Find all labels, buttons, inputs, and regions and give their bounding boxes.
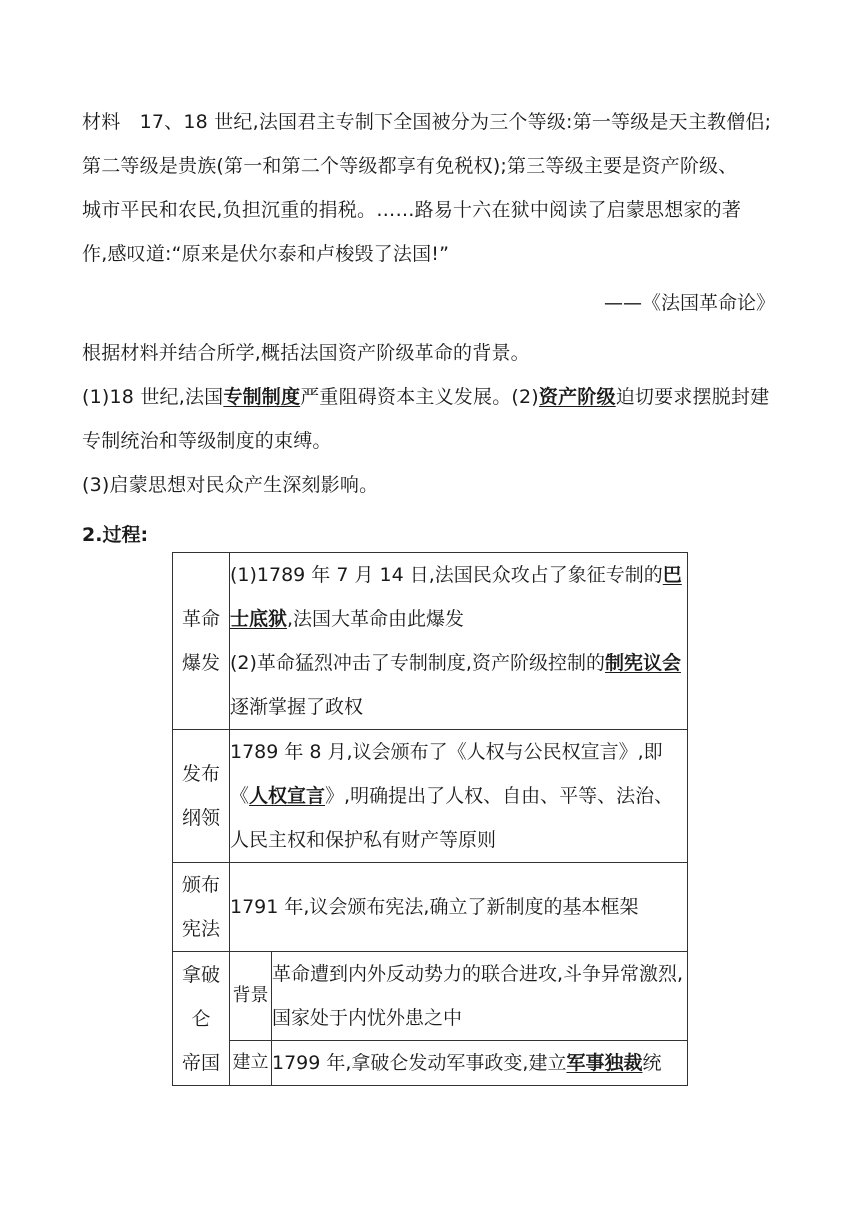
material-line: 第二等级是贵族(第一和第二个等级都享有免税权);第三等级主要是资产阶级、 xyxy=(82,155,738,177)
sub-header: 建立 xyxy=(230,1041,272,1086)
row-header: 发布 纲领 xyxy=(173,730,230,863)
key-term: 资产阶级 xyxy=(538,386,616,408)
process-table xyxy=(172,552,688,1086)
material-line: 城市平民和农民,负担沉重的捐税。……路易十六在狱中阅读了启蒙思想家的著 xyxy=(82,199,742,221)
sub-header: 背景 xyxy=(230,952,272,1041)
row-header: 颁布 宪法 xyxy=(173,863,230,952)
row-body: 革命遭到内外反动势力的联合进攻,斗争异常激烈,国家处于内忧外患之中 xyxy=(272,952,688,1041)
material-source: ——《法国革命论》 xyxy=(603,292,775,314)
row-body: (1)1789 年 7 月 14 日,法国民众攻占了象征专制的巴士底狱,法国大革命由此爆发 (2)革命猛烈冲击了专制制度,资产阶级控制的制宪议会逐渐掌握了政权 xyxy=(230,553,688,730)
question-text: 根据材料并结合所学,概括法国资产阶级革命的背景。 xyxy=(82,342,530,364)
row-body: 1799 年,拿破仑发动军事政变,建立军事独裁统 xyxy=(272,1041,688,1086)
answer-block xyxy=(82,331,782,507)
table-row xyxy=(173,1041,688,1086)
answer-line-3: (3)启蒙思想对民众产生深刻影响。 xyxy=(82,474,379,496)
material-line: 作,感叹道:“原来是伏尔泰和卢梭毁了法国!” xyxy=(82,243,450,265)
table-row xyxy=(173,952,688,1041)
section-heading: 2.过程: xyxy=(82,524,149,546)
answer-line-1: (1)18 世纪,法国专制制度严重阻碍资本主义发展。(2)资产阶级迫切要求摆脱封建 xyxy=(82,386,770,408)
row-body: 1791 年,议会颁布宪法,确立了新制度的基本框架 xyxy=(230,863,688,952)
material-line: 材料 17、18 世纪,法国君主专制下全国被分为三个等级:第一等级是天主教僧侣; xyxy=(82,111,772,133)
table-row xyxy=(173,553,688,730)
material-paragraph xyxy=(82,100,782,276)
key-term: 军事独裁 xyxy=(566,1052,643,1074)
key-term: 制宪议会 xyxy=(604,652,681,674)
key-term: 人权宣言 xyxy=(249,785,326,807)
row-header: 革命 爆发 xyxy=(173,553,230,730)
answer-line-2: 专制统治和等级制度的束缚。 xyxy=(82,430,332,452)
key-term: 专制制度 xyxy=(223,386,301,408)
table-row xyxy=(173,863,688,952)
key-term: 巴士底狱 xyxy=(230,564,682,630)
row-header: 拿破 仑 帝国 xyxy=(173,952,230,1086)
table-row xyxy=(173,730,688,863)
row-body: 1789 年 8 月,议会颁布了《人权与公民权宣言》,即《人权宣言》,明确提出了人权、自由、平等、法治、人民主权和保护私有财产等原则 xyxy=(230,730,688,863)
